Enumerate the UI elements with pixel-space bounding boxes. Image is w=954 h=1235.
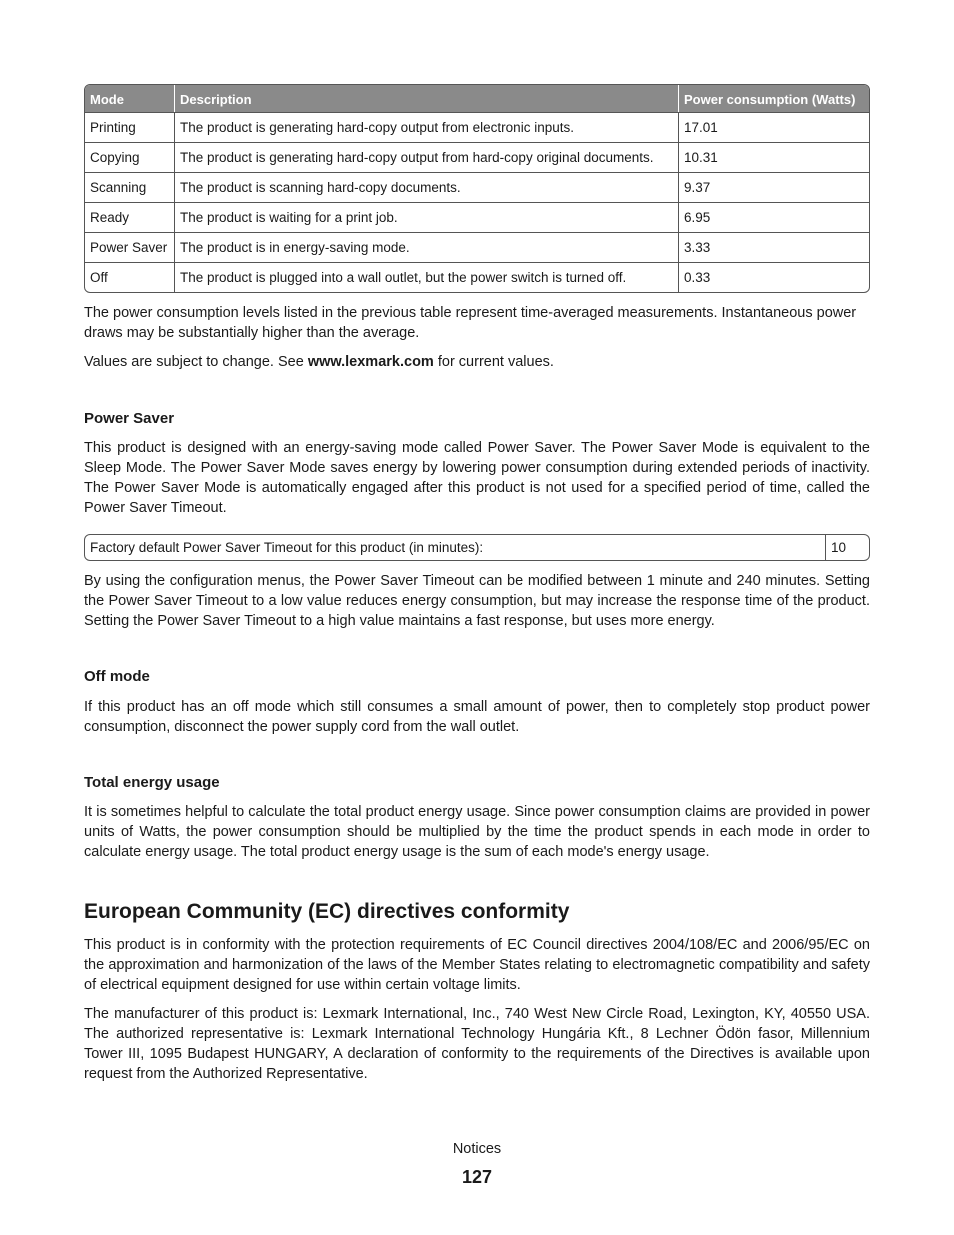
header-power: Power consumption (Watts) bbox=[678, 85, 869, 112]
paragraph-values bbox=[84, 352, 870, 372]
header-mode: Mode bbox=[85, 85, 174, 112]
table-row bbox=[85, 232, 869, 262]
cell-watts: 3.33 bbox=[678, 232, 869, 262]
cell-watts: 9.37 bbox=[678, 172, 869, 202]
heading-off-mode: Off mode bbox=[84, 668, 150, 685]
header-description: Description bbox=[174, 85, 678, 112]
table-row bbox=[85, 202, 869, 232]
values-text-pre: Values are subject to change. See bbox=[84, 354, 308, 370]
timeout-value: 10 bbox=[825, 535, 869, 560]
cell-description: The product is plugged into a wall outlet, but the power switch is turned off. bbox=[174, 262, 678, 292]
paragraph-power-saver: This product is designed with an energy-saving mode called Power Saver. The Power Saver Mode is equivalent to the Sleep Mode. The Power Saver Mode saves energy by lowering power consumption during extended periods of inactivity. The Power Saver Mode is automatically engaged after this product is not used for a specified period of time, called the Power Saver Timeout. bbox=[84, 440, 870, 516]
cell-watts: 0.33 bbox=[678, 262, 869, 292]
cell-description: The product is scanning hard-copy documents. bbox=[174, 172, 678, 202]
paragraph-config: By using the configuration menus, the Power Saver Timeout can be modified between 1 minute and 240 minutes. Setting the Power Saver Timeout to a low value reduces energy consumption, but may increase the response time of the product. Setting the Power Saver Timeout to a high value maintains a fast response, but uses more energy. bbox=[84, 573, 870, 629]
lexmark-link[interactable]: www.lexmark.com bbox=[307, 354, 434, 370]
cell-watts: 10.31 bbox=[678, 142, 869, 172]
paragraph-levels: The power consumption levels listed in the previous table represent time-averaged measurements. Instantaneous power draws may be substantially higher than the average. bbox=[84, 305, 857, 341]
cell-mode: Power Saver bbox=[85, 232, 174, 262]
timeout-label: Factory default Power Saver Timeout for this product (in minutes): bbox=[90, 540, 484, 555]
table-row bbox=[85, 172, 869, 202]
heading-total-energy: Total energy usage bbox=[84, 774, 220, 791]
cell-mode: Ready bbox=[85, 202, 174, 232]
table-row bbox=[85, 112, 869, 142]
cell-mode: Printing bbox=[85, 112, 174, 142]
cell-watts: 17.01 bbox=[678, 112, 869, 142]
paragraph-ec-2: The manufacturer of this product is: Lexmark International, Inc., 740 West New Circle Road, Lexington, KY, 40550 USA. The authorized representative is: Lexmark International Technology Hungária Kft., 8 Lechner Ödön fasor, Millennium Tower III, 1095 Budapest HUNGARY, A declaration of conformity to the requirements of the Directives is available upon request from the Authorized Representative. bbox=[84, 1006, 870, 1082]
cell-mode: Copying bbox=[85, 142, 174, 172]
paragraph-total-energy: It is sometimes helpful to calculate the total product energy usage. Since power consumption claims are provided in power units of Watts, the power consumption should be multiplied by the time the product spends in each mode in order to calculate energy usage. The total product energy usage is the sum of each mode's energy usage. bbox=[84, 804, 870, 860]
paragraph-off-mode: If this product has an off mode which still consumes a small amount of power, then to completely stop product power consumption, disconnect the power supply cord from the wall outlet. bbox=[84, 699, 870, 735]
heading-ec-directives: European Community (EC) directives conformity bbox=[84, 900, 570, 923]
page-number: 127 bbox=[461, 1167, 493, 1187]
page-content bbox=[84, 84, 870, 1084]
heading-power-saver: Power Saver bbox=[84, 410, 175, 427]
cell-mode: Off bbox=[85, 262, 174, 292]
cell-mode: Scanning bbox=[85, 172, 174, 202]
timeout-row bbox=[85, 535, 869, 560]
table-row bbox=[85, 262, 869, 292]
cell-description: The product is generating hard-copy output from hard-copy original documents. bbox=[174, 142, 678, 172]
power-consumption-table bbox=[84, 84, 870, 293]
paragraph-ec-1: This product is in conformity with the protection requirements of EC Council directives 2004/108/EC and 2006/95/EC on the approximation and harmonization of the laws of the Member States relating to electromagnetic compatibility and safety of electrical equipment designed for use within certain voltage limits. bbox=[84, 937, 870, 993]
table-header-row bbox=[85, 85, 869, 112]
timeout-table bbox=[84, 534, 870, 561]
cell-description: The product is generating hard-copy output from electronic inputs. bbox=[174, 112, 678, 142]
cell-description: The product is waiting for a print job. bbox=[174, 202, 678, 232]
values-text-post: for current values. bbox=[433, 354, 554, 370]
footer-section: Notices bbox=[452, 1141, 502, 1157]
cell-description: The product is in energy-saving mode. bbox=[174, 232, 678, 262]
cell-watts: 6.95 bbox=[678, 202, 869, 232]
table-row bbox=[85, 142, 869, 172]
